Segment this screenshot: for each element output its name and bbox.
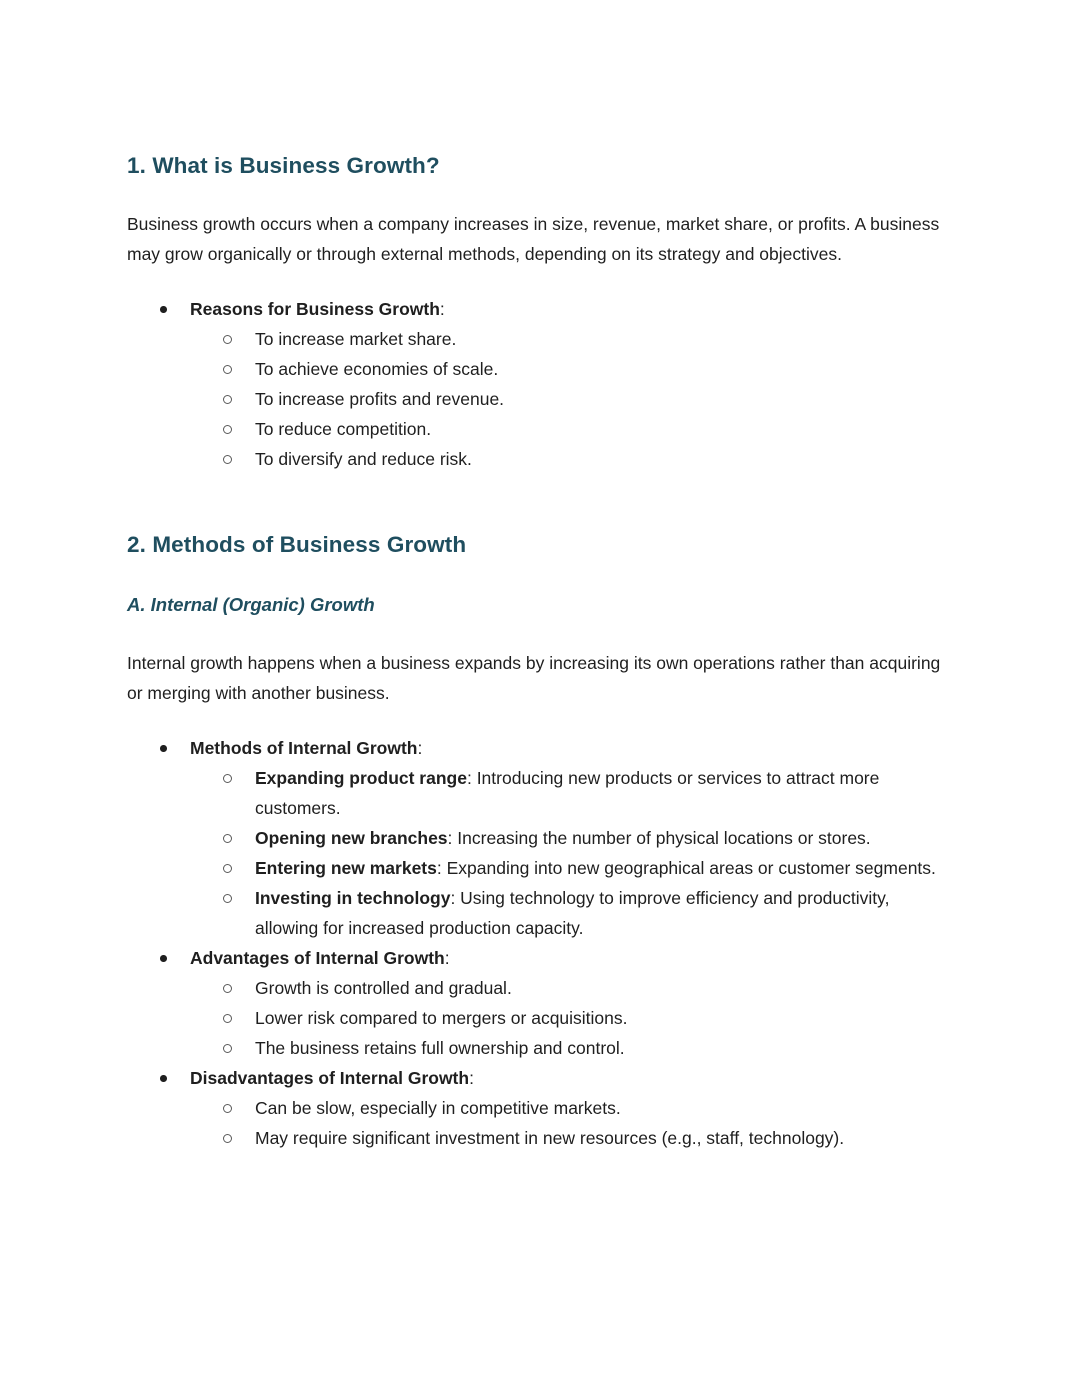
- internal-growth-lists: [127, 733, 950, 1153]
- list-item: Expanding product range: Introducing new products or services to attract more customers.: [127, 763, 950, 823]
- list-item: May require significant investment in new resources (e.g., staff, technology).: [127, 1123, 950, 1153]
- reasons-list: [127, 294, 950, 474]
- list-item: Investing in technology: Using technology to improve efficiency and productivity, allowing for increased production capacity.: [127, 883, 950, 943]
- circle-bullet-icon: [223, 1093, 255, 1123]
- circle-bullet-icon: [223, 414, 255, 444]
- circle-bullet-icon: [223, 1003, 255, 1033]
- bullet-icon: [160, 294, 190, 324]
- list-item: [127, 294, 950, 324]
- intro-paragraph: Business growth occurs when a company increases in size, revenue, market share, or profits. A business may grow organically or through external methods, depending on its strategy and objectives.: [127, 214, 940, 264]
- list-item: [127, 733, 950, 763]
- subsection-heading-internal-organic-growth: A. Internal (Organic) Growth: [127, 594, 375, 615]
- bullet-icon: [160, 733, 190, 763]
- list-item: Entering new markets: Expanding into new geographical areas or customer segments.: [127, 853, 950, 883]
- circle-bullet-icon: [223, 324, 255, 354]
- section-heading-what-is-business-growth: 1. What is Business Growth?: [127, 153, 440, 178]
- list-item: To diversify and reduce risk.: [127, 444, 950, 474]
- section-heading-methods-of-business-growth: 2. Methods of Business Growth: [127, 532, 467, 557]
- circle-bullet-icon: [223, 883, 255, 943]
- list-item: Lower risk compared to mergers or acquisitions.: [127, 1003, 950, 1033]
- list-item: [127, 943, 950, 973]
- list-item: To achieve economies of scale.: [127, 354, 950, 384]
- list-item: To increase profits and revenue.: [127, 384, 950, 414]
- list-item: Growth is controlled and gradual.: [127, 973, 950, 1003]
- bullet-icon: [160, 1063, 190, 1093]
- circle-bullet-icon: [223, 384, 255, 414]
- circle-bullet-icon: [223, 444, 255, 474]
- list-item: The business retains full ownership and control.: [127, 1033, 950, 1063]
- list-item-label: Advantages of Internal Growth:: [190, 948, 450, 968]
- circle-bullet-icon: [223, 763, 255, 823]
- list-item-label: Reasons for Business Growth:: [190, 299, 445, 319]
- bullet-icon: [160, 943, 190, 973]
- list-item: Opening new branches: Increasing the number of physical locations or stores.: [127, 823, 950, 853]
- circle-bullet-icon: [223, 973, 255, 1003]
- list-item-label: Disadvantages of Internal Growth:: [190, 1068, 474, 1088]
- circle-bullet-icon: [223, 853, 255, 883]
- circle-bullet-icon: [223, 354, 255, 384]
- list-item: [127, 1063, 950, 1093]
- list-item: To increase market share.: [127, 324, 950, 354]
- list-item: Can be slow, especially in competitive markets.: [127, 1093, 950, 1123]
- circle-bullet-icon: [223, 1123, 255, 1153]
- internal-growth-paragraph: Internal growth happens when a business expands by increasing its own operations rather than acquiring or merging with another business.: [127, 653, 941, 703]
- list-item-label: Methods of Internal Growth:: [190, 738, 423, 758]
- circle-bullet-icon: [223, 823, 255, 853]
- list-item: To reduce competition.: [127, 414, 950, 444]
- circle-bullet-icon: [223, 1033, 255, 1063]
